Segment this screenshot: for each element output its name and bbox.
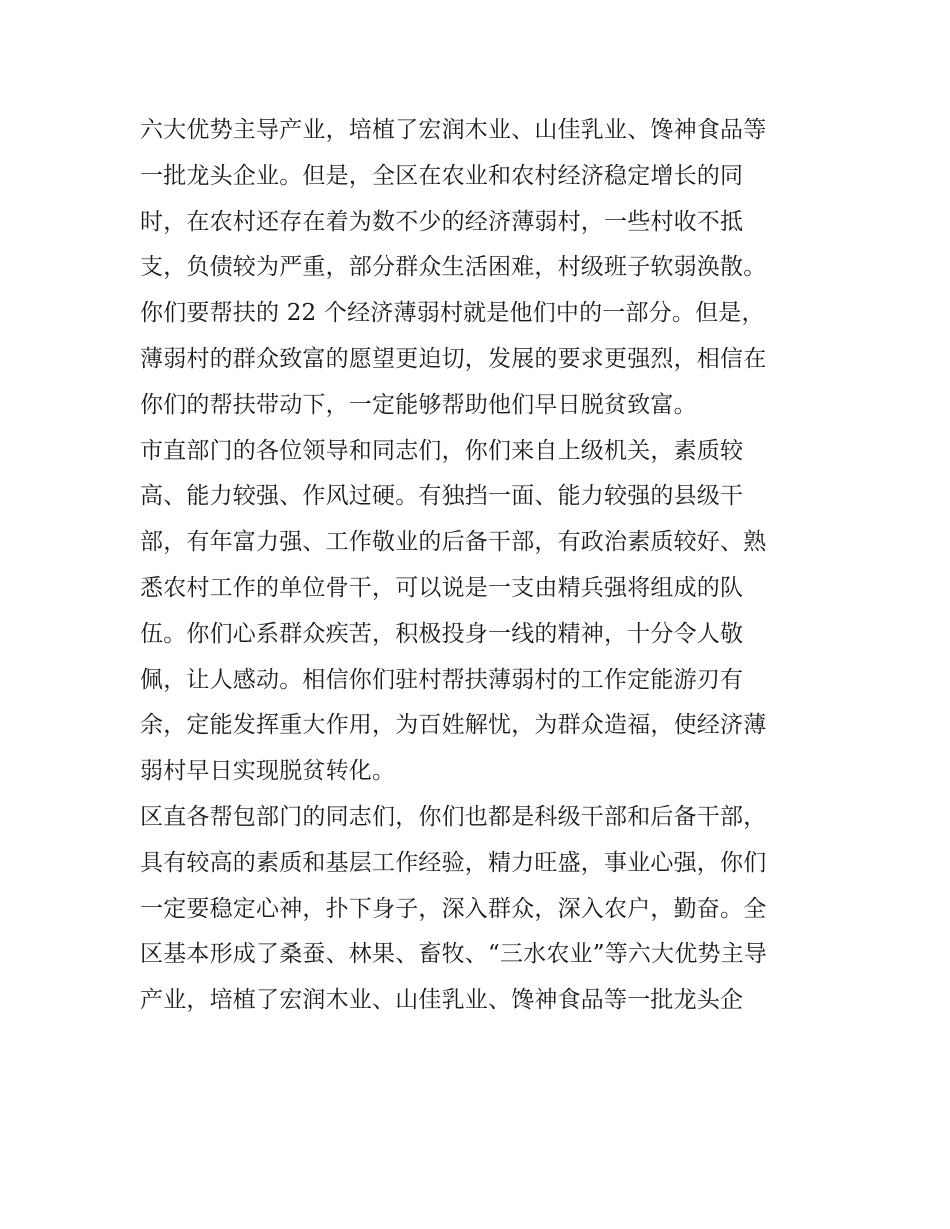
- text-line: 产业，培植了宏润木业、山佳乳业、馋神食品等一批龙头企: [140, 987, 744, 1014]
- text-line: 支，负债较为严重，部分群众生活困难，村级班子软弱涣散。: [140, 254, 767, 281]
- text-line: 具有较高的素质和基层工作经验，精力旺盛，事业心强，你们: [140, 849, 767, 876]
- text-line: 一定要稳定心神，扑下身子，深入群众，深入农户，勤奋。全: [140, 895, 767, 922]
- text-line: 部，有年富力强、工作敬业的后备干部，有政治素质较好、熟: [140, 529, 767, 556]
- text-line: 市直部门的各位领导和同志们，你们来自上级机关，素质较: [140, 437, 744, 464]
- text-line: 六大优势主导产业，培植了宏润木业、山佳乳业、馋神食品等: [140, 117, 767, 143]
- text-line: 你们要帮扶的 22 个经济薄弱村就是他们中的一部分。但是，: [140, 300, 765, 327]
- body-text: [140, 108, 816, 1024]
- text-line: 区直各帮包部门的同志们，你们也都是科级干部和后备干部，: [140, 803, 767, 830]
- text-line: 时，在农村还存在着为数不少的经济薄弱村，一些村收不抵: [140, 208, 744, 235]
- text-line: 悉农村工作的单位骨干，可以说是一支由精兵强将组成的队: [140, 574, 744, 601]
- text-line: 区基本形成了桑蚕、林果、畜牧、“三水农业”等六大优势主导: [140, 941, 768, 968]
- text-line: 余，定能发挥重大作用，为百姓解忧，为群众造福，使经济薄: [140, 712, 767, 739]
- text-line: 薄弱村的群众致富的愿望更迫切，发展的要求更强烈，相信在: [140, 345, 767, 372]
- text-line: 一批龙头企业。但是，全区在农业和农村经济稳定增长的同: [140, 162, 744, 189]
- text-line: 你们的帮扶带动下，一定能够帮助他们早日脱贫致富。: [140, 391, 697, 418]
- text-line: 弱村早日实现脱贫转化。: [140, 758, 396, 785]
- text-line: 高、能力较强、作风过硬。有独挡一面、能力较强的县级干: [140, 483, 744, 510]
- text-line: 佩，让人感动。相信你们驻村帮扶薄弱村的工作定能游刃有: [140, 666, 744, 693]
- text-line: 伍。你们心系群众疾苦，积极投身一线的精神，十分令人敬: [140, 620, 744, 647]
